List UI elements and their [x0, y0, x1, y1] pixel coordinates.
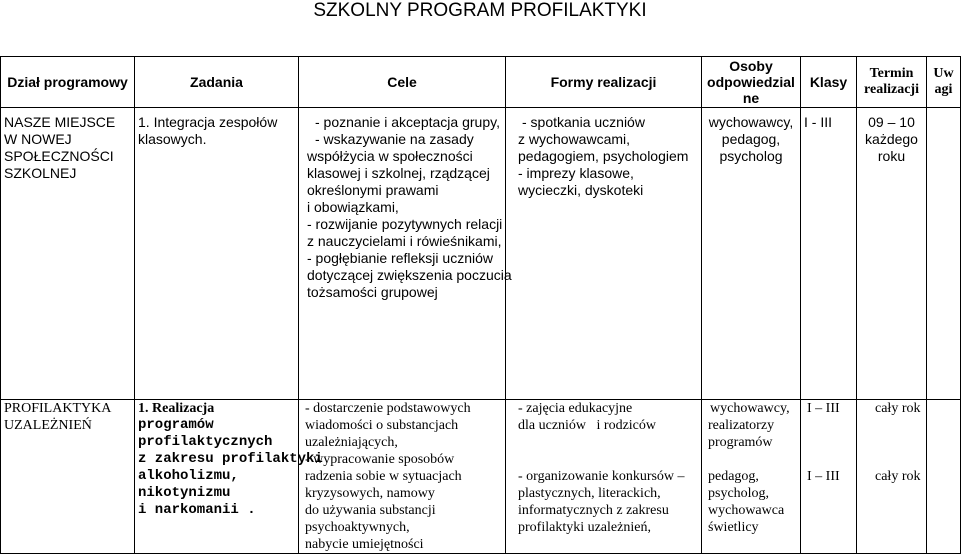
text-line: - wskazywanie na zasady: [315, 131, 474, 147]
text-line: SZKOLNEJ: [4, 165, 77, 181]
text-line: cały rok: [875, 401, 921, 416]
header-formy: Formy realizacji: [506, 57, 702, 108]
cell-osoby: [702, 400, 801, 554]
text-line: profilaktyki uzależnień,: [518, 520, 651, 535]
text-line: określonymi prawami: [307, 182, 439, 198]
text-line: informatycznych z zakresu: [518, 503, 669, 518]
cell-formy: [506, 400, 702, 554]
text-line: 1. Realizacja: [138, 401, 215, 416]
text-line: dotyczącej zwiększenia poczucia: [307, 267, 512, 283]
text-line: - imprezy klasowe,: [518, 165, 634, 181]
text-line: plastycznych, literackich,: [518, 486, 661, 501]
text-line: z zakresu profilaktyki: [138, 451, 323, 467]
header-osoby-line: Osoby: [729, 58, 773, 74]
text-line: - spotkania uczniów: [522, 114, 645, 130]
text-line: realizatorzy: [708, 418, 775, 433]
text-line: W NOWEJ: [4, 131, 72, 147]
text-line: i obowiązkami,: [307, 199, 399, 215]
header-termin-line: Termin: [869, 66, 914, 81]
text-line: kryzysowych, namowy: [305, 486, 435, 501]
header-osoby-line: odpowiedzial: [707, 74, 795, 90]
text-line: roku: [877, 148, 906, 164]
cell-dzial: [1, 108, 135, 400]
cell-cele: [299, 108, 512, 400]
text-line: I - III: [804, 114, 832, 130]
text-line: cały rok: [875, 469, 921, 484]
spacer: [518, 451, 698, 468]
text-line: pedagog,: [721, 131, 781, 147]
text-line: klasowej i szkolnej, rządzącej: [307, 165, 490, 181]
spacer: [518, 434, 698, 451]
text-line: świetlicy: [708, 520, 759, 535]
header-cele: Cele: [299, 57, 506, 108]
spacer: [807, 451, 853, 468]
text-line: i narkomanii .: [138, 502, 256, 518]
text-line: - organizowanie konkursów –: [518, 469, 685, 484]
text-line: pedagogiem, psychologiem: [518, 148, 689, 164]
cell-klasy: [801, 400, 857, 554]
text-line: tożsamości grupowej: [307, 284, 438, 300]
text-line: NASZE MIEJSCE: [4, 114, 116, 130]
text-line: programów: [708, 435, 773, 450]
spacer: [875, 417, 923, 434]
header-uwagi-line: agi: [934, 82, 953, 97]
cell-klasy: [801, 108, 857, 400]
text-line: nikotynizmu: [138, 485, 231, 501]
cell-osoby: [702, 108, 801, 400]
spacer: [875, 451, 923, 468]
text-line: psycholog,: [708, 486, 770, 501]
cell-zadania: [135, 400, 323, 554]
cell-formy: [506, 108, 702, 400]
spacer: [708, 451, 797, 468]
text-line: - wypracowanie sposobów: [305, 452, 455, 467]
text-line: nabycie umiejętności: [305, 537, 424, 552]
text-line: z wychowawcami,: [518, 131, 631, 147]
text-line: pedagog,: [708, 469, 759, 484]
text-line: psychoaktywnych,: [305, 520, 410, 535]
text-line: z nauczycielami i rówieśnikami,: [307, 233, 502, 249]
text-line: I – III: [807, 401, 840, 416]
cell-cele: [299, 400, 506, 554]
text-line: wycieczki, dyskoteki: [518, 182, 644, 198]
text-line: SPOŁECZNOŚCI: [4, 148, 114, 164]
cell-dzial: [1, 400, 135, 554]
text-line: - rozwijanie pozytywnych relacji: [307, 216, 503, 232]
header-osoby: [702, 57, 801, 108]
header-uwagi: [927, 57, 961, 108]
header-termin: [857, 57, 927, 108]
text-line: - zajęcia edukacyjne: [518, 401, 633, 416]
header-termin-line: realizacji: [864, 82, 919, 97]
text-line: wychowawcy,: [708, 114, 794, 130]
text-line: programów: [138, 417, 214, 433]
header-dzial: Dział programowy: [1, 57, 135, 108]
text-line: uzależniających,: [305, 435, 398, 450]
text-line: wychowawca: [708, 503, 785, 518]
text-line: do używania substancji: [305, 503, 436, 518]
text-line: profilaktycznych: [138, 434, 273, 450]
cell-termin: [857, 108, 927, 400]
program-table: [0, 56, 961, 554]
text-line: alkoholizmu,: [138, 468, 239, 484]
spacer: [807, 417, 853, 434]
table-row: [1, 108, 961, 400]
text-line: współżycia w społeczności: [307, 148, 473, 164]
text-line: UZALEŻNIEŃ: [4, 418, 92, 433]
text-line: radzenia sobie w sytuacjach: [305, 469, 462, 484]
text-line: PROFILAKTYKA: [4, 401, 112, 416]
text-line: - pogłębianie refleksji uczniów: [307, 250, 493, 266]
text-line: każdego: [865, 131, 918, 147]
page-title: SZKOLNY PROGRAM PROFILAKTYKI: [313, 0, 647, 21]
cell-uwagi: [927, 108, 961, 400]
header-klasy: Klasy: [801, 57, 857, 108]
text-line: 1. Integracja zespołów: [138, 114, 278, 130]
header-zadania: Zadania: [135, 57, 299, 108]
text-line: klasowych.: [138, 131, 207, 147]
cell-termin: [857, 400, 927, 554]
text-line: dla uczniów i rodziców: [518, 418, 657, 433]
header-osoby-line: ne: [742, 90, 760, 106]
spacer: [807, 434, 853, 451]
text-line: - poznanie i akceptacja grupy,: [315, 114, 500, 130]
cell-uwagi: [927, 400, 961, 554]
header-uwagi-line: Uw: [933, 66, 954, 81]
text-line: - dostarczenie podstawowych: [305, 401, 471, 416]
cell-zadania: [135, 108, 299, 400]
text-line: psycholog: [719, 148, 783, 164]
spacer: [875, 434, 923, 451]
header-row: [1, 57, 961, 108]
text-line: I – III: [807, 469, 840, 484]
text-line: wiadomości o substancjach: [305, 418, 459, 433]
text-line: wychowawcy,: [710, 401, 790, 416]
text-line: 09 – 10: [868, 114, 915, 130]
table-row: [1, 400, 961, 554]
